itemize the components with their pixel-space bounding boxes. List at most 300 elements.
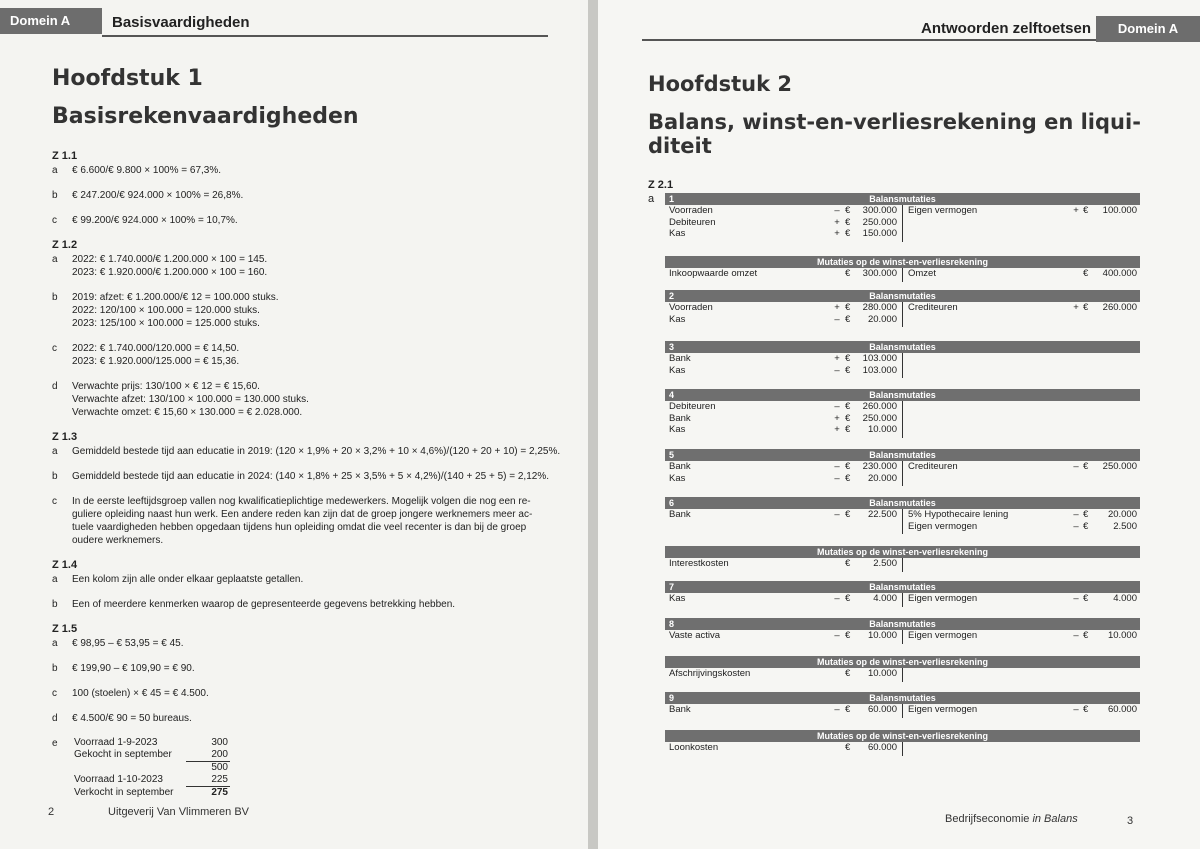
journal-dv: 103.000 (862, 364, 897, 376)
answer-item (52, 737, 562, 799)
chapter-title-left: Basisrekenvaardigheden (52, 104, 359, 129)
journal-dl: Debiteuren (669, 216, 716, 228)
journal-cl: Eigen vermogen (908, 593, 978, 604)
answer-letter: b (52, 292, 58, 303)
answer-text (72, 712, 562, 725)
page-number-right: 3 (1127, 815, 1134, 827)
journal-row (665, 509, 1140, 521)
journal-block (665, 193, 1140, 240)
block-lines (665, 205, 1140, 240)
journal-cl: Crediteuren (908, 302, 958, 313)
journal-block (665, 581, 1140, 605)
journal-cv: 250.000 (1102, 461, 1137, 472)
answer-line: Een kolom zijn alle onder elkaar geplaatste getallen. (72, 574, 304, 585)
journal-cl: Eigen vermogen (908, 205, 978, 216)
answer-line: € 199,90 – € 109,90 = € 90. (72, 663, 195, 674)
answer-text (72, 495, 562, 547)
answer-letter: a (52, 574, 58, 585)
block-lines (665, 461, 1140, 484)
journal-dl: Afschrijvingskosten (669, 668, 751, 679)
journal-dv: 22.500 (867, 509, 897, 520)
journal-cs: – (1073, 509, 1079, 520)
journal-row (665, 365, 1140, 377)
answer-line: 2023: 125/100 × 100.000 = 125.000 stuks. (72, 318, 260, 329)
journal-row (665, 413, 1140, 425)
block-header (665, 256, 1140, 268)
block-number: 4 (669, 390, 675, 400)
answer-line: Gemiddeld bestede tijd aan educatie in 2019: (120 × 1,9% + 20 × 3,2% + 10 × 4,6%)/(120 + 20 + 10) = 2,25%. (72, 446, 561, 457)
block-lines (665, 302, 1140, 325)
answer-letter: a (52, 446, 58, 457)
chapter-title-right-1: Balans, winst-en-verliesrekening en liqui- (648, 110, 1141, 134)
answer-line: Verwachte prijs: 130/100 × € 12 = € 15,60. (72, 381, 260, 392)
journal-de: € (845, 593, 851, 604)
answer-text (72, 164, 562, 177)
journal-de: € (845, 353, 851, 364)
journal-dl: Kas (669, 593, 686, 604)
journal-ds: – (834, 630, 840, 641)
journal-row (665, 314, 1140, 326)
journal-row (665, 630, 1140, 642)
answer-line: € 6.600/€ 9.800 × 100% = 67,3%. (72, 165, 222, 176)
answer-letter: a (52, 638, 58, 649)
answer-letter: e (52, 738, 58, 749)
journal-dl: Voorraden (669, 205, 713, 216)
journal-row (665, 593, 1140, 605)
journal-de: € (845, 268, 851, 279)
journal-row (665, 704, 1140, 716)
journal-dv: 103.000 (862, 353, 897, 364)
answer-text (72, 637, 562, 650)
answer-item (52, 445, 562, 458)
block-number: 9 (669, 693, 675, 703)
inventory-table (72, 737, 230, 799)
journal-block (665, 290, 1140, 325)
journal-row (665, 742, 1140, 754)
answer-letter: b (52, 471, 58, 482)
journal-dl: Kas (669, 228, 686, 239)
section-id: Z 1.4 (52, 559, 78, 571)
block-header (665, 389, 1140, 401)
header-rule-right (642, 39, 1096, 41)
journal-row (665, 302, 1140, 314)
answer-item (52, 253, 562, 279)
journal-block (665, 341, 1140, 376)
journal-ds: – (834, 401, 840, 412)
journal-dl: Debiteuren (669, 401, 716, 412)
answer-line: € 99.200/€ 924.000 × 100% = 10,7%. (72, 215, 238, 226)
answer-line: 2022: 120/100 × 100.000 = 120.000 stuks. (72, 305, 260, 316)
journal-cs: + (1073, 302, 1079, 313)
journal-cv: 2.500 (1113, 520, 1137, 532)
inventory-row (72, 762, 230, 775)
block-title: Balansmutaties (869, 619, 936, 629)
block-header (665, 656, 1140, 668)
journal-dv: 20.000 (867, 472, 897, 484)
journal-ds: – (834, 509, 840, 520)
block-title: Balansmutaties (869, 582, 936, 592)
answer-item (52, 573, 562, 586)
journal-cs: – (1073, 630, 1079, 641)
journal-cs: – (1073, 593, 1079, 604)
answer-line: Verwachte omzet: € 15,60 × 130.000 = € 2.028.000. (72, 407, 303, 418)
answer-text (72, 291, 562, 330)
answer-line: Gemiddeld bestede tijd aan educatie in 2024: (140 × 1,8% + 25 × 3,5% + 5 × 4,2%)/(140 + 25 + 5) = 2,12%. (72, 471, 549, 482)
journal-ce: € (1083, 520, 1089, 532)
journal-row (665, 217, 1140, 229)
journal-dv: 10.000 (867, 630, 897, 641)
journal-ds: + (834, 216, 840, 228)
answer-item (52, 687, 562, 700)
journal-dv: 20.000 (867, 313, 897, 325)
inventory-label (72, 762, 186, 775)
block-title: Mutaties op de winst-en-verliesrekening (816, 731, 989, 741)
block-lines (665, 742, 1140, 754)
journal-de: € (845, 742, 851, 753)
answer-item (52, 214, 562, 227)
inventory-row (72, 749, 230, 762)
block-title: Balansmutaties (869, 390, 936, 400)
block-header (665, 581, 1140, 593)
journal-de: € (845, 228, 851, 239)
journal-dl: Kas (669, 364, 686, 376)
block-title: Balansmutaties (869, 291, 936, 301)
journal-row (665, 521, 1140, 533)
journal-ds: – (834, 364, 840, 376)
answer-item (52, 291, 562, 330)
inventory-row (72, 774, 230, 787)
answer-text (72, 573, 562, 586)
answer-text (72, 380, 562, 419)
journal-dl: Bank (669, 412, 691, 424)
journal-cl: 5% Hypothecaire lening (908, 509, 1009, 520)
journal-ds: – (834, 313, 840, 325)
block-header (665, 290, 1140, 302)
journal-ce: € (1083, 593, 1089, 604)
section-id: Z 1.2 (52, 239, 78, 251)
answer-line: € 98,95 – € 53,95 = € 45. (72, 638, 184, 649)
answer-item (52, 380, 562, 419)
journal-block (665, 618, 1140, 642)
answer-line: In de eerste leeftijdsgroep vallen nog kwalificatieplichtige medewerkers. Mogelijk volgen die nog een re- (72, 496, 531, 507)
journal-row (665, 353, 1140, 365)
journal-dv: 60.000 (867, 704, 897, 715)
answer-letter: d (52, 713, 58, 724)
journal-de: € (845, 401, 851, 412)
journal-row (665, 461, 1140, 473)
section-letter-right: a (648, 193, 655, 205)
block-lines (665, 509, 1140, 532)
answer-line: guliere opleiding naast hun werk. Een andere reden kan zijn dat de groep jongere werknemers meer ac- (72, 509, 533, 520)
journal-block (665, 389, 1140, 436)
inventory-label: Voorraad 1-9-2023 (74, 737, 158, 748)
answer-text (72, 445, 562, 458)
domain-tab-right: Domein A (1096, 16, 1200, 42)
inventory-row (72, 787, 230, 800)
answer-letter: a (52, 165, 58, 176)
inventory-value: 275 (211, 787, 228, 798)
answer-letter: c (52, 215, 57, 226)
block-title: Balansmutaties (869, 693, 936, 703)
answer-letter: c (52, 496, 57, 507)
journal-dl: Vaste activa (669, 630, 721, 641)
answer-line: 2023: € 1.920.000/€ 1.200.000 × 100 = 160. (72, 267, 268, 278)
journal-de: € (845, 364, 851, 376)
journal-block (665, 497, 1140, 532)
block-number: 5 (669, 450, 675, 460)
journal-de: € (845, 509, 851, 520)
block-title: Balansmutaties (869, 450, 936, 460)
block-lines (665, 704, 1140, 716)
journal-row (665, 558, 1140, 570)
chapter-heading-right: Hoofdstuk 2 (648, 72, 792, 96)
journal-dv: 260.000 (862, 401, 897, 412)
journal-row (665, 668, 1140, 680)
journal-cl: Eigen vermogen (908, 630, 978, 641)
block-number: 1 (669, 194, 675, 204)
section-id: Z 1.3 (52, 431, 78, 443)
journal-ds: – (834, 205, 840, 216)
journal-ce: € (1083, 704, 1089, 715)
inventory-value: 225 (186, 774, 230, 787)
answer-item (52, 712, 562, 725)
block-header (665, 193, 1140, 205)
journal-dl: Kas (669, 313, 686, 325)
answer-item (52, 598, 562, 611)
answer-text (72, 253, 562, 279)
journal-dl: Bank (669, 704, 691, 715)
section-id-right: Z 2.1 (648, 179, 674, 191)
journal-dv: 60.000 (867, 742, 897, 753)
publisher: Uitgeverij Van Vlimmeren BV (108, 806, 250, 818)
answer-item (52, 164, 562, 177)
answer-line: Verwachte afzet: 130/100 × 100.000 = 130.000 stuks. (72, 394, 309, 405)
block-number: 3 (669, 342, 675, 352)
book-gutter (588, 0, 598, 849)
journal-ds: + (834, 228, 840, 239)
journal-de: € (845, 704, 851, 715)
journal-dv: 250.000 (862, 412, 897, 424)
answer-text (72, 598, 562, 611)
journal-de: € (845, 216, 851, 228)
answer-text (72, 189, 562, 202)
journal-cv: 60.000 (1107, 704, 1137, 715)
journal-ds: + (834, 353, 840, 364)
journal-dl: Bank (669, 353, 691, 364)
journal-cs: – (1073, 704, 1079, 715)
header-title-left: Basisvaardigheden (112, 14, 250, 31)
journal-cl: Eigen vermogen (908, 704, 978, 715)
journal-de: € (845, 313, 851, 325)
journal-dv: 4.000 (873, 593, 897, 604)
block-header (665, 341, 1140, 353)
block-header (665, 618, 1140, 630)
answer-letter: b (52, 190, 58, 201)
block-title: Mutaties op de winst-en-verliesrekening (816, 257, 989, 267)
journal-cv: 400.000 (1102, 268, 1137, 279)
journal-dv: 10.000 (867, 668, 897, 679)
answer-text (72, 662, 562, 675)
journal-ce: € (1083, 302, 1089, 313)
block-lines (665, 268, 1140, 280)
journal-dl: Bank (669, 461, 691, 472)
inventory-value: 200 (186, 749, 230, 762)
answer-line: € 4.500/€ 90 = 50 bureaus. (72, 713, 192, 724)
journal-block (665, 546, 1140, 570)
journal-cl: Omzet (908, 268, 936, 279)
answer-item (52, 662, 562, 675)
journal-ds: + (834, 424, 840, 435)
journal-de: € (845, 558, 851, 569)
journal-de: € (845, 205, 851, 216)
journal-block (665, 656, 1140, 680)
journal-dv: 280.000 (862, 302, 897, 313)
journal-row (665, 401, 1140, 413)
section-id: Z 1.5 (52, 623, 78, 635)
answer-text (72, 687, 562, 700)
journal-ce: € (1083, 268, 1089, 279)
journal-cv: 4.000 (1113, 593, 1137, 604)
block-lines (665, 668, 1140, 680)
journal-dv: 300.000 (862, 268, 897, 279)
journal-row (665, 268, 1140, 280)
block-title: Balansmutaties (869, 342, 936, 352)
answer-line: € 247.200/€ 924.000 × 100% = 26,8%. (72, 190, 244, 201)
journal-row (665, 473, 1140, 485)
journal-dv: 150.000 (862, 228, 897, 239)
section-id: Z 1.1 (52, 150, 78, 162)
block-header (665, 730, 1140, 742)
block-lines (665, 558, 1140, 570)
answer-letter: b (52, 599, 58, 610)
chapter-heading-left: Hoofdstuk 1 (52, 66, 203, 91)
chapter-title-right-2: diteit (648, 134, 712, 158)
journal-block (665, 692, 1140, 716)
answer-letter: c (52, 688, 57, 699)
answer-item (52, 495, 562, 547)
journal-cs: + (1073, 205, 1079, 216)
journal-de: € (845, 668, 851, 679)
journal-ce: € (1083, 630, 1089, 641)
answer-letter: a (52, 254, 58, 265)
journal-dl: Loonkosten (669, 742, 719, 753)
block-header (665, 497, 1140, 509)
answer-letter: d (52, 381, 58, 392)
answer-letter: c (52, 343, 57, 354)
block-number: 2 (669, 291, 675, 301)
answer-line: 2022: € 1.740.000/€ 1.200.000 × 100 = 145. (72, 254, 268, 265)
answer-item (52, 470, 562, 483)
answer-item (52, 342, 562, 368)
answer-line: 100 (stoelen) × € 45 = € 4.500. (72, 688, 209, 699)
answer-line: oudere werknemers. (72, 535, 164, 546)
journal-row (665, 424, 1140, 436)
journal-ds: – (834, 593, 840, 604)
block-lines (665, 353, 1140, 376)
journal-cl: Crediteuren (908, 461, 958, 472)
answer-sections (52, 150, 562, 811)
block-lines (665, 593, 1140, 605)
journal-cs: – (1073, 520, 1079, 532)
block-header (665, 692, 1140, 704)
journal-dl: Kas (669, 472, 686, 484)
journal-ce: € (1083, 509, 1089, 520)
block-header (665, 546, 1140, 558)
block-header (665, 449, 1140, 461)
inventory-label: Verkocht in september (74, 786, 174, 798)
journal-dl: Interestkosten (669, 558, 729, 569)
block-title: Mutaties op de winst-en-verliesrekening (816, 547, 989, 557)
header-rule-left (102, 35, 548, 37)
journal-cv: 20.000 (1107, 509, 1137, 520)
journal-dv: 250.000 (862, 216, 897, 228)
journal-de: € (845, 461, 851, 472)
journal-ds: – (834, 461, 840, 472)
answer-line: 2022: € 1.740.000/120.000 = € 14,50. (72, 343, 240, 354)
journal-row (665, 205, 1140, 217)
journal-ce: € (1083, 461, 1089, 472)
journal-ds: + (834, 412, 840, 424)
block-lines (665, 630, 1140, 642)
journal-ds: – (834, 704, 840, 715)
answer-line: tuele vaardigheden hebben opgedaan tijdens hun opleiding omdat die veel recenter is dan bij de groep (72, 522, 527, 533)
journal-de: € (845, 412, 851, 424)
journal-ds: + (834, 302, 840, 313)
page-number-left: 2 (48, 806, 55, 818)
journal-cs: – (1073, 461, 1079, 472)
answer-item (52, 189, 562, 202)
block-lines (665, 401, 1140, 436)
inventory-value: 500 (211, 762, 228, 773)
journal-ds: – (834, 472, 840, 484)
journal-block (665, 256, 1140, 280)
answer-text (72, 737, 562, 799)
journal-dv: 300.000 (862, 205, 897, 216)
journal-dv: 230.000 (862, 461, 897, 472)
journal-de: € (845, 630, 851, 641)
block-number: 7 (669, 582, 675, 592)
answer-text (72, 342, 562, 368)
inventory-label: Gekocht in september (74, 749, 172, 761)
journal-dl: Voorraden (669, 302, 713, 313)
journal-dl: Bank (669, 509, 691, 520)
journal-cv: 10.000 (1107, 630, 1137, 641)
journal-dv: 10.000 (867, 424, 897, 435)
inventory-row (72, 737, 230, 749)
journal-row (665, 228, 1140, 240)
journal-ce: € (1083, 205, 1089, 216)
block-number: 8 (669, 619, 675, 629)
inventory-value: 300 (211, 737, 228, 748)
answer-text (72, 214, 562, 227)
domain-tab-left: Domein A (0, 8, 102, 34)
block-title: Balansmutaties (869, 194, 936, 204)
answer-line: 2019: afzet: € 1.200.000/€ 12 = 100.000 stuks. (72, 292, 279, 303)
answer-line: Een of meerdere kenmerken waarop de gepresenteerde gegevens betrekking hebben. (72, 599, 456, 610)
footer-book: Bedrijfseconomie in Balans (945, 813, 1078, 825)
journal-de: € (845, 424, 851, 435)
journal-cl: Eigen vermogen (908, 520, 978, 532)
journal-block (665, 730, 1140, 754)
header-title-right: Antwoorden zelftoetsen (921, 20, 1092, 37)
journal-de: € (845, 472, 851, 484)
answer-letter: b (52, 663, 58, 674)
journal-dv: 2.500 (873, 558, 897, 569)
journal-cv: 260.000 (1102, 302, 1137, 313)
inventory-label: Voorraad 1-10-2023 (74, 774, 163, 786)
journal-cv: 100.000 (1102, 205, 1137, 216)
journal-dl: Inkoopwaarde omzet (669, 268, 758, 279)
